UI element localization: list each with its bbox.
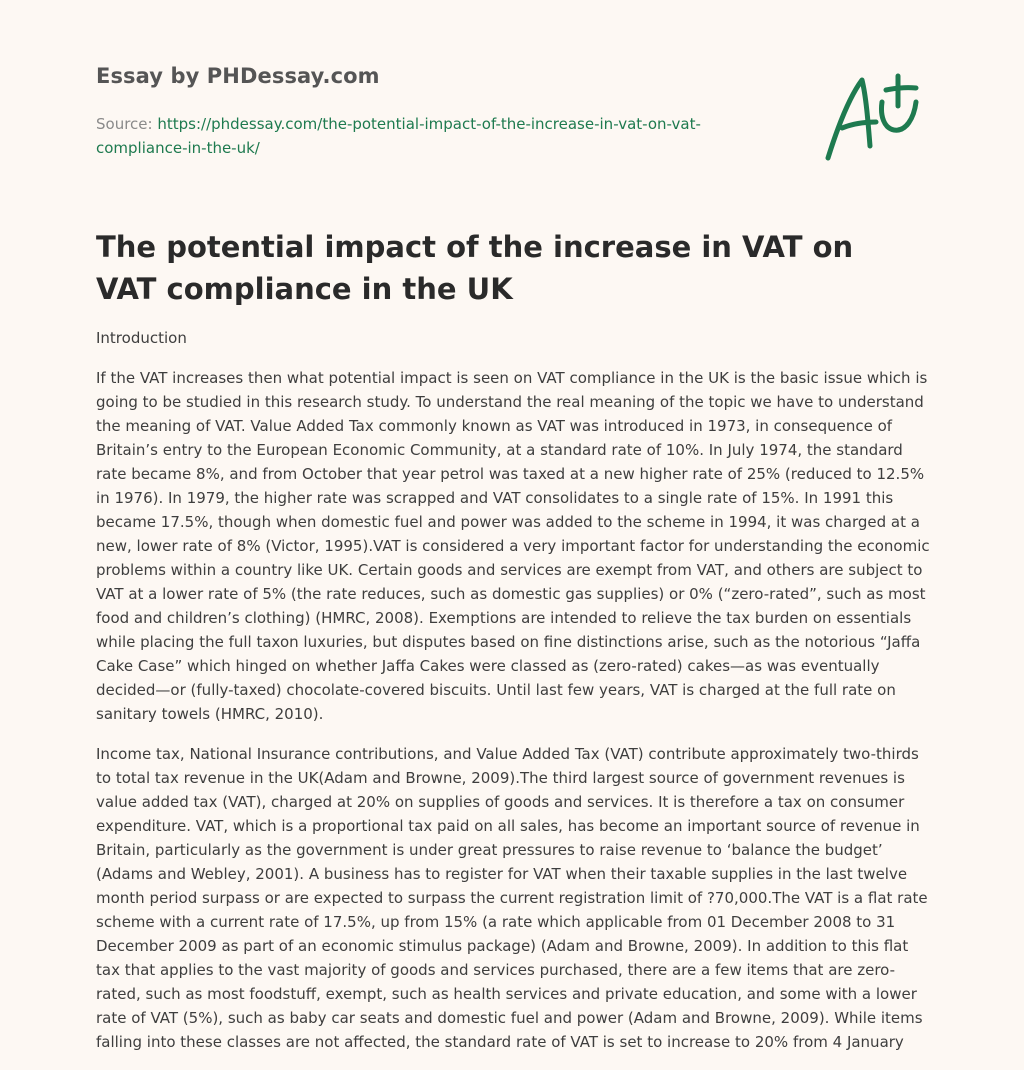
a-plus-logo-icon	[818, 66, 930, 166]
site-brand: Essay by PHDessay.com	[96, 64, 380, 88]
source-link[interactable]	[96, 115, 701, 157]
paragraph: Income tax, National Insurance contributions, and Value Added Tax (VAT) contribute approximately two-thirds to total tax revenue in the UK(Adam and Browne, 2009).The third largest source of government revenues is value added tax (VAT), charged at 20% on supplies of goods and services. It is therefore a tax on consumer expenditure. VAT, which is a proportional tax paid on all sales, has become an important source of revenue in Britain, particularly as the government is under great pressures to raise revenue to ‘balance the budget’ (Adams and Webley, 2001). A business has to register for VAT when their taxable supplies in the last twelve month period surpass or are expected to surpass the current registration limit of ?70,000.The VAT is a flat rate scheme with a current rate of 17.5%, up from 15% (a rate which applicable from 01 December 2008 to 31 December 2009 as part of an economic stimulus package) (Adam and Browne, 2009). In addition to this flat tax that applies to the vast majority of goods and services purchased, there are a few items that are zero-rated, such as most foodstuff, exempt, such as health services and private education, and some with a lower rate of VAT (5%), such as baby car seats and domestic fuel and power (Adam and Browne, 2009). While items falling into these classes are not affected, the standard rate of VAT is set to increase to 20% from 4 January	[96, 745, 928, 1051]
source-line	[96, 112, 716, 160]
source-link-line-2: compliance-in-the-uk/	[96, 139, 260, 157]
source-link-line-1: https://phdessay.com/the-potential-impact-of-the-increase-in-vat-on-vat-	[157, 115, 701, 133]
source-label: Source:	[96, 115, 153, 133]
section-heading: Introduction	[96, 329, 187, 347]
article-body	[96, 326, 932, 1070]
paragraph: If the VAT increases then what potential impact is seen on VAT compliance in the UK is the basic issue which is going to be studied in this research study. To understand the real meaning of the topic we have to understand the meaning of VAT. Value Added Tax commonly known as VAT was introduced in 1973, in consequence of Britain’s entry to the European Economic Community, at a standard rate of 10%. In July 1974, the standard rate became 8%, and from October that year petrol was taxed at a new higher rate of 25% (reduced to 12.5% in 1976). In 1979, the higher rate was scrapped and VAT consolidates to a single rate of 15%. In 1991 this became 17.5%, though when domestic fuel and power was added to the scheme in 1994, it was charged at a new, lower rate of 8% (Victor, 1995).VAT is considered a very important factor for understanding the economic problems within a country like UK. Certain goods and services are exempt from VAT, and others are subject to VAT at a lower rate of 5% (the rate reduces, such as domestic gas supplies) or 0% (“zero-rated”, such as most food and children’s clothing) (HMRC, 2008). Exemptions are intended to relieve the tax burden on essentials while placing the full taxon luxuries, but disputes based on fine distinctions arise, such as the notorious “Jaffa Cake Case” which hinged on whether Jaffa Cakes were classed as (zero-rated) cakes—as was eventually decided—or (fully-taxed) chocolate-covered biscuits. Until last few years, VAT is charged at the full rate on sanitary towels (HMRC, 2010).	[96, 369, 930, 723]
article-title: The potential impact of the increase in VAT on VAT compliance in the UK	[96, 230, 854, 306]
